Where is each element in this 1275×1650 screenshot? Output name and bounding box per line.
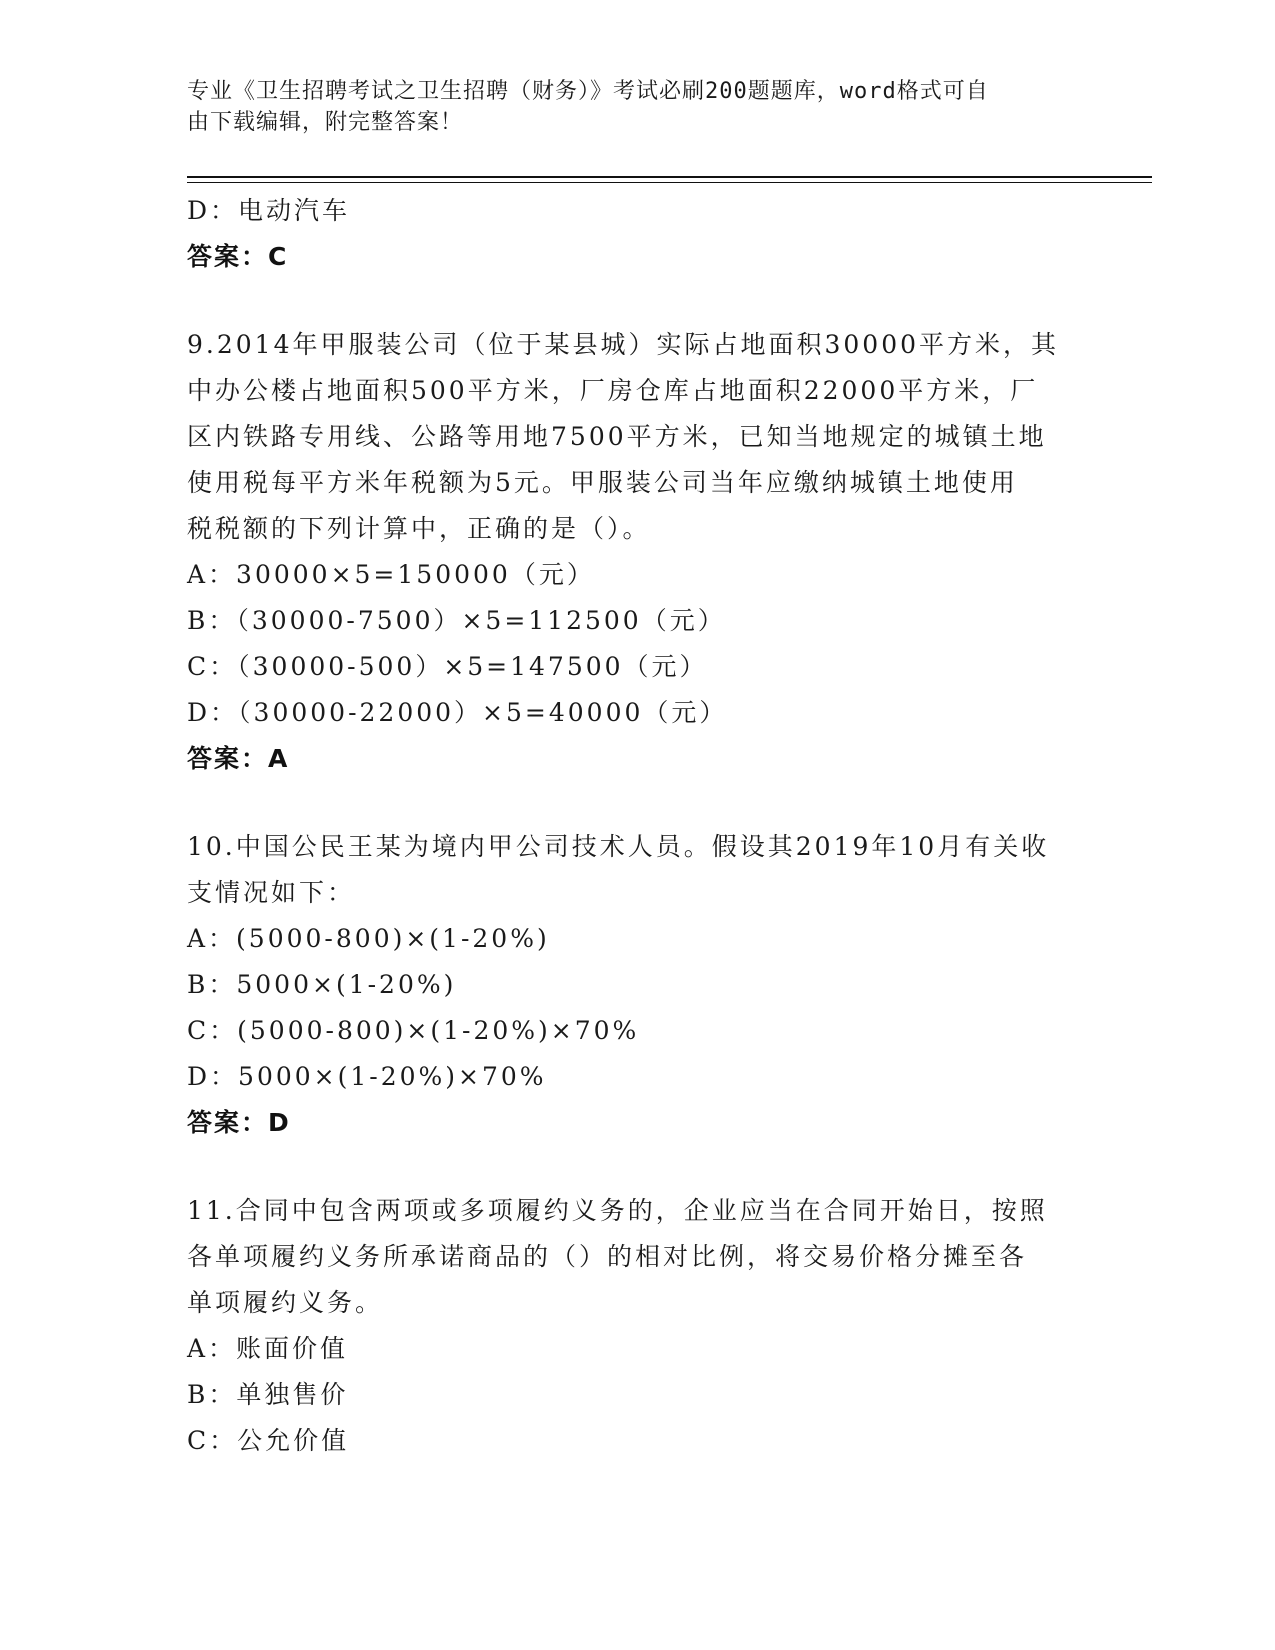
q10-option-d: D：5000×(1-20%)×70% xyxy=(187,1062,547,1091)
header-divider-thick xyxy=(187,176,1152,178)
prev-answer: 答案：C xyxy=(187,242,289,271)
q9-option-c: C：（30000-500）×5=147500（元） xyxy=(187,652,708,681)
q11-stem-line: 11.合同中包含两项或多项履约义务的，企业应当在合同开始日，按照 xyxy=(187,1196,1048,1225)
q9-option-d: D：（30000-22000）×5=40000（元） xyxy=(187,698,728,727)
q9-stem-line: 税税额的下列计算中，正确的是（）。 xyxy=(187,514,651,543)
q11-option-a: A：账面价值 xyxy=(187,1334,349,1363)
spacer xyxy=(187,280,1087,322)
document-header xyxy=(187,76,1067,138)
q11-stem-line: 单项履约义务。 xyxy=(187,1288,384,1317)
q11-option-c: C：公允价值 xyxy=(187,1426,350,1455)
q10-stem-line: 支情况如下： xyxy=(187,878,356,907)
q11-stem-line: 各单项履约义务所承诺商品的（）的相对比例，将交易价格分摊至各 xyxy=(187,1242,1028,1271)
q9-answer: 答案：A xyxy=(187,744,290,773)
q9-stem-line: 使用税每平方米年税额为5元。甲服装公司当年应缴纳城镇土地使用 xyxy=(187,468,1018,497)
question-11 xyxy=(187,1188,1087,1464)
q9-option-a: A：30000×5=150000（元） xyxy=(187,560,595,589)
q9-stem-line: 9.2014年甲服装公司（位于某县城）实际占地面积30000平方米，其 xyxy=(187,330,1060,359)
q10-option-c: C：(5000-800)×(1-20%)×70% xyxy=(187,1016,640,1045)
q10-answer: 答案：D xyxy=(187,1108,291,1137)
q9-stem-line: 中办公楼占地面积500平方米，厂房仓库占地面积22000平方米，厂 xyxy=(187,376,1039,405)
spacer xyxy=(187,782,1087,824)
q10-option-b: B：5000×(1-20%) xyxy=(187,970,457,999)
q9-stem-line: 区内铁路专用线、公路等用地7500平方米，已知当地规定的城镇土地 xyxy=(187,422,1047,451)
prev-option-d: D：电动汽车 xyxy=(187,196,351,225)
spacer xyxy=(187,1146,1087,1188)
q10-stem-line: 10.中国公民王某为境内甲公司技术人员。假设其2019年10月有关收 xyxy=(187,832,1050,861)
header-line-1: 专业《卫生招聘考试之卫生招聘（财务）》考试必刷200题题库，word格式可自 xyxy=(187,79,989,104)
question-9 xyxy=(187,322,1087,782)
question-10 xyxy=(187,824,1087,1146)
q10-option-a: A：(5000-800)×(1-20%) xyxy=(187,924,550,953)
header-divider-thin xyxy=(187,182,1152,183)
header-line-2: 由下载编辑，附完整答案！ xyxy=(187,110,464,135)
q11-option-b: B：单独售价 xyxy=(187,1380,349,1409)
q9-option-b: B：（30000-7500）×5=112500（元） xyxy=(187,606,726,635)
question-content xyxy=(187,188,1087,1464)
